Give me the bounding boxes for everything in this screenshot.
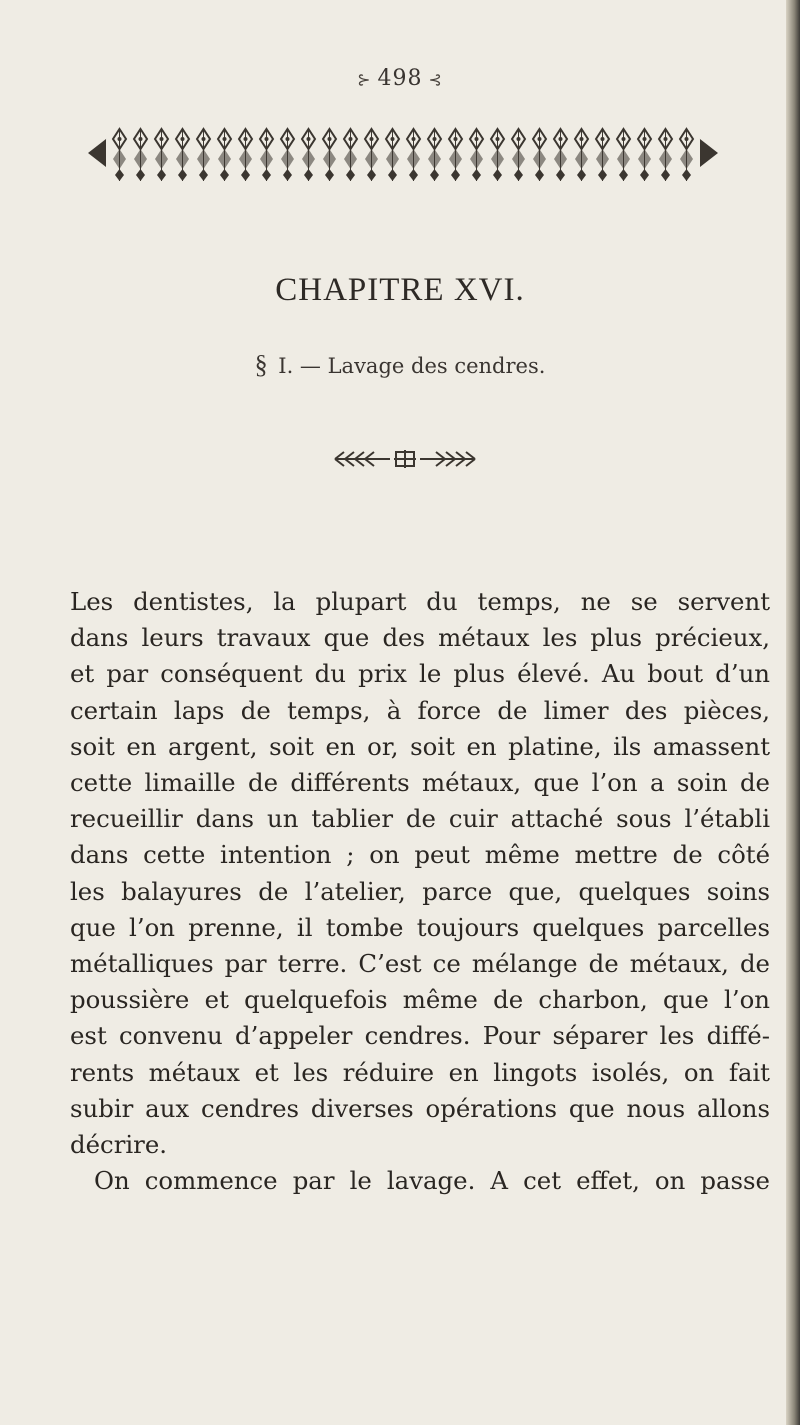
ornamental-divider-icon: [330, 448, 480, 470]
section-title: I. — Lavage des cendres.: [278, 354, 546, 378]
paragraph-1: [70, 584, 770, 1163]
text-line: décrire.: [70, 1130, 168, 1160]
folio-number: 498: [377, 66, 423, 91]
ornamental-headpiece-icon: [88, 125, 718, 183]
page-edge-shadow: [786, 0, 800, 1425]
fleuron-right-icon: ⊰: [428, 70, 443, 89]
text-line: cette limaille de différents métaux, que l’on a soin de: [70, 768, 770, 798]
text-line: soit en argent, soit en or, soit en platine, ils amassent: [70, 731, 770, 761]
chapter-title: CHAPITRE XVI.: [275, 272, 525, 308]
text-line: est convenu d’appeler cendres. Pour séparer les diffé-: [70, 1021, 770, 1051]
text-line: poussière et quelquefois même de charbon, que l’on: [70, 985, 770, 1015]
paragraph-2: [70, 1163, 770, 1199]
page-number: [0, 66, 800, 91]
text-line: rents métaux et les réduire en lingots isolés, on fait: [70, 1057, 770, 1087]
text-line: dans leurs travaux que des métaux les plus précieux,: [70, 623, 770, 653]
text-line: et par conséquent du prix le plus élevé. Au bout d’un: [70, 659, 770, 689]
text-line: recueillir dans un tablier de cuir attaché sous l’établi: [70, 804, 770, 834]
text-line: que l’on prenne, il tombe toujours quelques parcelles: [70, 912, 770, 942]
text-line: les balayures de l’atelier, parce que, quelques soins: [70, 876, 770, 906]
text-line: Les dentistes, la plupart du temps, ne se servent: [70, 587, 770, 616]
text-line: dans cette intention ; on peut même mettre de côté: [70, 840, 770, 870]
text-line: certain laps de temps, à force de limer des pièces,: [70, 695, 770, 725]
section-symbol: §: [254, 350, 268, 379]
fleuron-left-icon: ⊱: [357, 70, 372, 89]
body-text: [70, 584, 770, 1199]
text-line: On commence par le lavage. A cet effet, on passe: [94, 1166, 770, 1196]
text-line: métalliques par terre. C’est ce mélange de métaux, de: [70, 949, 770, 979]
section-heading: [0, 350, 800, 380]
text-line: subir aux cendres diverses opérations que nous allons: [70, 1093, 770, 1123]
